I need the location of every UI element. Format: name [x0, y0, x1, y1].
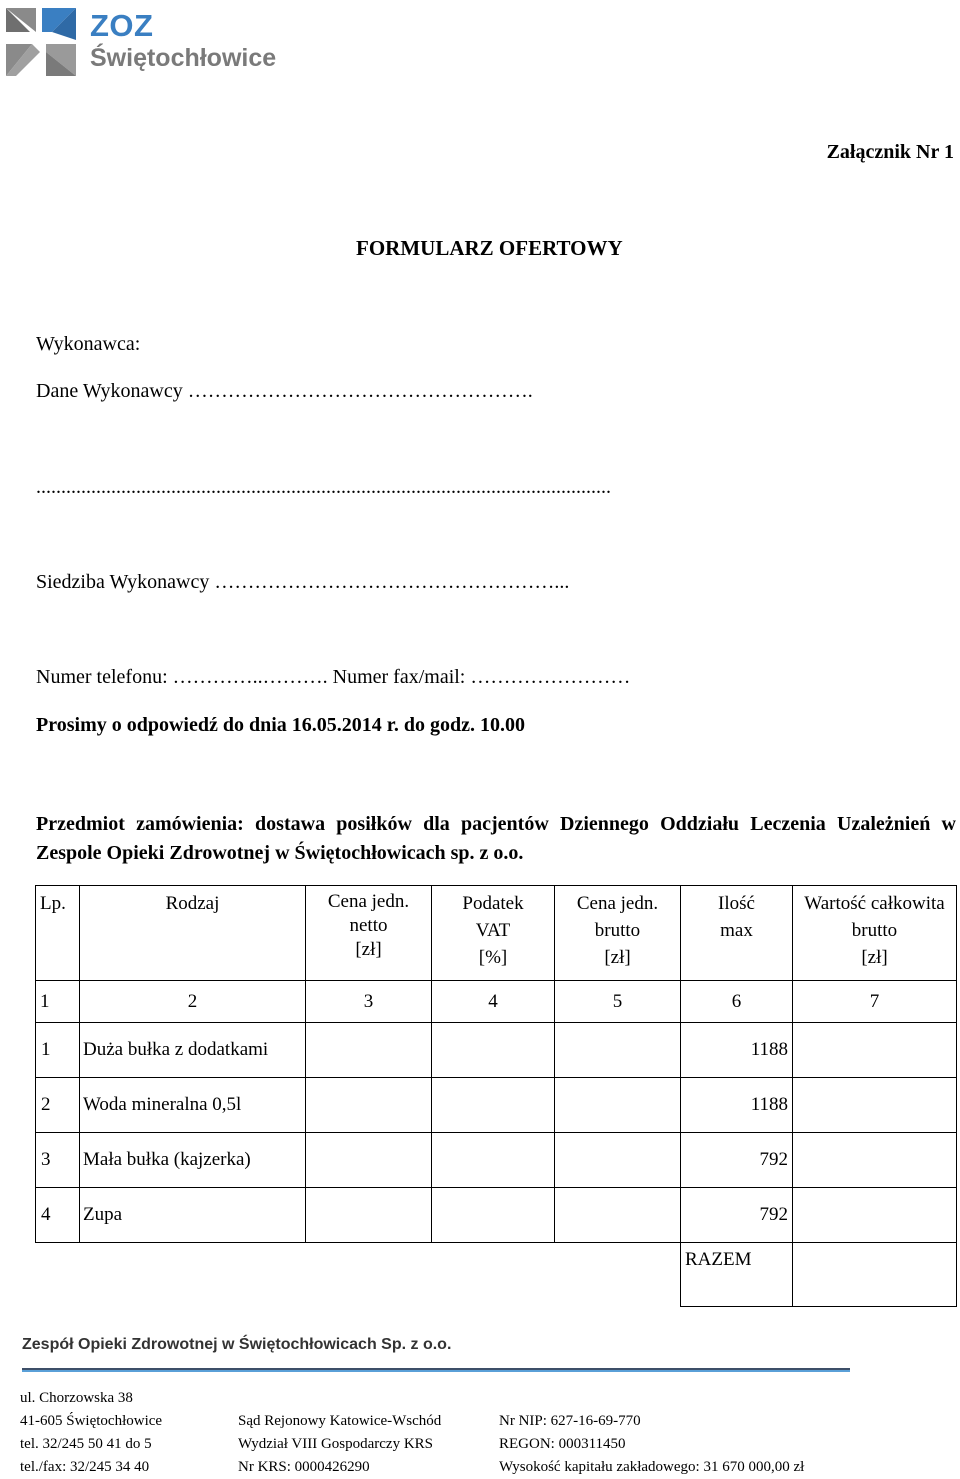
- column-number: 4: [432, 981, 555, 1023]
- total-row: [36, 1243, 957, 1307]
- deadline-note: Prosimy o odpowiedź do dnia 16.05.2014 r. do godz. 10.00: [36, 714, 525, 736]
- row-quantity: 792: [681, 1188, 793, 1243]
- details-fill-field[interactable]: …………………………………………….: [187, 380, 533, 402]
- row-item-name: Zupa: [80, 1188, 306, 1243]
- header-ilosc: Ilość max: [681, 886, 793, 981]
- table-row: [36, 1078, 957, 1133]
- header-rodzaj: Rodzaj: [80, 886, 306, 981]
- vat-cell[interactable]: [432, 1078, 555, 1133]
- row-lp: 1: [36, 1023, 80, 1078]
- vat-cell[interactable]: [432, 1188, 555, 1243]
- contractor-label: Wykonawca:: [36, 333, 141, 355]
- total-value-cell[interactable]: [793, 1023, 957, 1078]
- footer-court: Sąd Rejonowy Katowice-Wschód: [238, 1413, 442, 1429]
- brutto-price-cell[interactable]: [555, 1023, 681, 1078]
- annex-label: Załącznik Nr 1: [826, 141, 954, 163]
- footer-divider: [22, 1368, 850, 1372]
- footer-fax: tel./fax: 32/245 34 40: [20, 1459, 150, 1475]
- fax-fill-field[interactable]: ……………………: [470, 666, 631, 688]
- contact-line: [36, 666, 630, 689]
- row-item-name: Mała bułka (kajzerka): [80, 1133, 306, 1188]
- row-quantity: 792: [681, 1133, 793, 1188]
- fax-label: Numer fax/mail:: [332, 666, 466, 688]
- column-number-row: [36, 981, 957, 1023]
- footer-address: [20, 1387, 162, 1479]
- row-lp: 2: [36, 1078, 80, 1133]
- total-label: RAZEM: [681, 1243, 793, 1307]
- footer-divider-light: [22, 1370, 850, 1372]
- column-number: 3: [306, 981, 432, 1023]
- footer-company-ids: [499, 1410, 804, 1479]
- footer-company-name: Zespół Opieki Zdrowotnej w Świętochłowicach Sp. z o.o.: [22, 1336, 452, 1353]
- header-lp: Lp.: [36, 886, 80, 981]
- table-row: [36, 1133, 957, 1188]
- order-subject: Przedmiot zamówienia: dostawa posiłków dla pacjentów Dziennego Oddziału Leczenia Uzależnień w Zespole Opieki Zdrowotnej w Świętochłowicach sp. z o.o.: [36, 813, 956, 864]
- logo-city: Świętochłowice: [90, 44, 277, 72]
- seat-line: [36, 571, 569, 594]
- column-number: 1: [36, 981, 80, 1023]
- netto-price-cell[interactable]: [306, 1188, 432, 1243]
- column-number: 7: [793, 981, 957, 1023]
- table-row: [36, 1188, 957, 1243]
- footer-krs: Nr KRS: 0000426290: [238, 1459, 370, 1475]
- logo-emblem-icon: [2, 4, 82, 80]
- header-brutto: Cena jedn. brutto [zł]: [555, 886, 681, 981]
- row-lp: 3: [36, 1133, 80, 1188]
- total-value-cell[interactable]: [793, 1078, 957, 1133]
- brutto-price-cell[interactable]: [555, 1133, 681, 1188]
- offer-table: [35, 885, 957, 1307]
- table-header-row: [36, 886, 957, 981]
- row-quantity: 1188: [681, 1078, 793, 1133]
- seat-fill-field[interactable]: ……………………………………………...: [214, 571, 570, 593]
- netto-price-cell[interactable]: [306, 1023, 432, 1078]
- footer-registry: [238, 1410, 441, 1479]
- header-vat: Podatek VAT [%]: [432, 886, 555, 981]
- column-number: 5: [555, 981, 681, 1023]
- footer-phone: tel. 32/245 50 41 do 5: [20, 1436, 152, 1452]
- netto-price-cell[interactable]: [306, 1078, 432, 1133]
- footer-street: ul. Chorzowska 38: [20, 1390, 133, 1406]
- company-logo: [2, 4, 292, 80]
- logo-brand: ZOZ: [90, 8, 154, 43]
- column-number: 6: [681, 981, 793, 1023]
- seat-label: Siedziba Wykonawcy: [36, 571, 210, 593]
- vat-cell[interactable]: [432, 1133, 555, 1188]
- details-continuation-field[interactable]: ...................................................................................................................: [36, 476, 611, 498]
- table-row: [36, 1023, 957, 1078]
- details-label: Dane Wykonawcy: [36, 380, 183, 402]
- grand-total-cell[interactable]: [793, 1243, 957, 1307]
- footer-capital: Wysokość kapitału zakładowego: 31 670 000,00 zł: [499, 1459, 805, 1475]
- total-value-cell[interactable]: [793, 1133, 957, 1188]
- brutto-price-cell[interactable]: [555, 1078, 681, 1133]
- header-netto: Cena jedn. netto [zł]: [306, 886, 432, 981]
- row-item-name: Duża bułka z dodatkami: [80, 1023, 306, 1078]
- row-item-name: Woda mineralna 0,5l: [80, 1078, 306, 1133]
- form-title: FORMULARZ OFERTOWY: [356, 236, 623, 260]
- vat-cell[interactable]: [432, 1023, 555, 1078]
- total-row-spacer: [36, 1243, 681, 1307]
- row-quantity: 1188: [681, 1023, 793, 1078]
- footer-nip: Nr NIP: 627-16-69-770: [499, 1413, 641, 1429]
- netto-price-cell[interactable]: [306, 1133, 432, 1188]
- header-wartosc: Wartość całkowita brutto [zł]: [793, 886, 957, 981]
- row-lp: 4: [36, 1188, 80, 1243]
- footer-city: 41-605 Świętochłowice: [20, 1413, 163, 1429]
- column-number: 2: [80, 981, 306, 1023]
- phone-label: Numer telefonu:: [36, 666, 168, 688]
- footer-regon: REGON: 000311450: [499, 1436, 626, 1452]
- footer-department: Wydział VIII Gospodarczy KRS: [238, 1436, 434, 1452]
- phone-fill-field[interactable]: …………..……….: [172, 666, 328, 688]
- brutto-price-cell[interactable]: [555, 1188, 681, 1243]
- total-value-cell[interactable]: [793, 1188, 957, 1243]
- contractor-details-line: [36, 380, 533, 403]
